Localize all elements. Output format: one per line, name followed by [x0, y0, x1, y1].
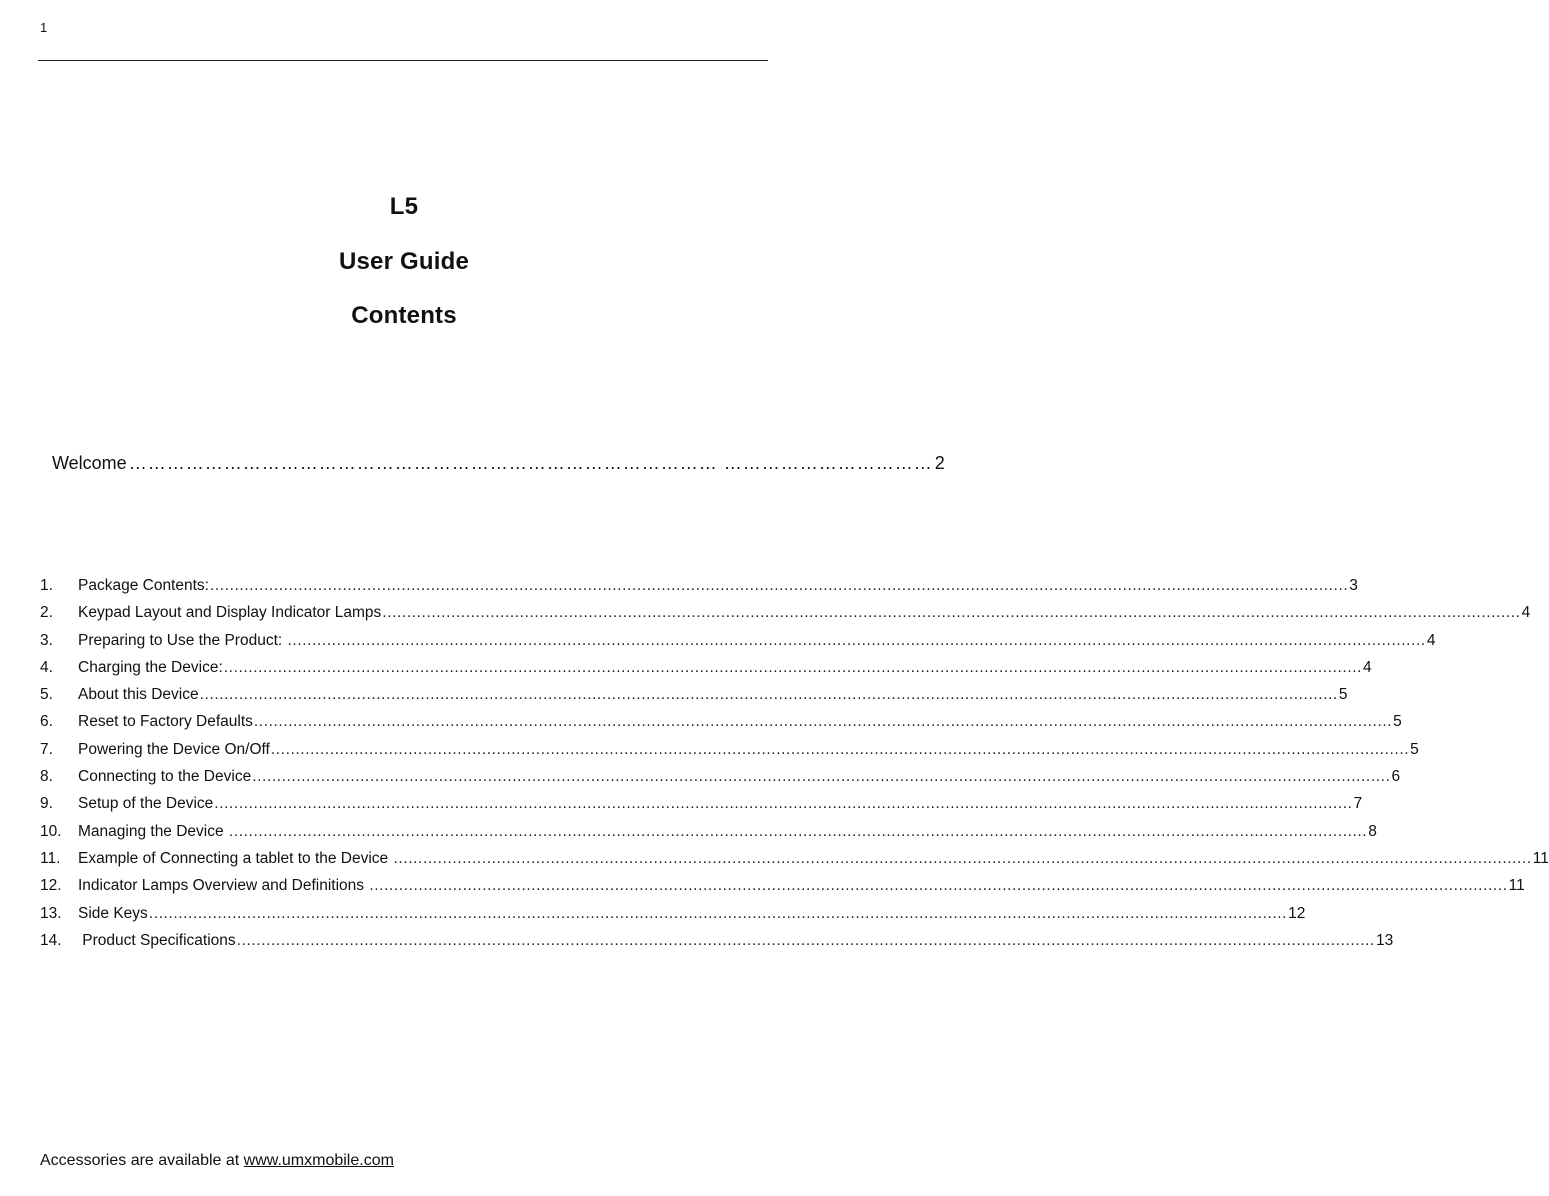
model-title: L5 — [389, 193, 419, 220]
toc-entry-leader — [237, 932, 1375, 950]
toc-entry-leader — [394, 850, 1532, 868]
toc-entry-number: 2. — [40, 604, 53, 622]
toc-entry-leader — [224, 659, 1362, 677]
toc-entry-leader — [200, 686, 1338, 704]
toc-entry[interactable] — [40, 904, 1306, 932]
toc-entry-title: Charging the Device: — [78, 658, 223, 676]
toc-entry-page: 5 — [1410, 740, 1419, 758]
toc-entry-title: Product Specifications — [78, 931, 236, 949]
toc-entry-number: 10. — [40, 822, 62, 840]
toc-entry-page: 7 — [1353, 795, 1363, 813]
guide-title: User Guide — [338, 248, 470, 275]
toc-entry-number: 8. — [40, 768, 53, 786]
toc-entry-number: 9. — [40, 795, 53, 813]
toc-entry[interactable] — [40, 577, 1358, 604]
toc-entry-page: 5 — [1393, 713, 1402, 731]
toc-entry-title: Indicator Lamps Overview and Definitions — [78, 877, 369, 895]
toc-entry[interactable] — [40, 713, 1402, 740]
toc-entry-page: 5 — [1338, 686, 1348, 704]
toc-entry-number: 5. — [40, 686, 53, 704]
toc-entry-leader — [149, 905, 1287, 923]
toc-entry[interactable] — [40, 686, 1348, 713]
table-of-contents — [40, 577, 1549, 959]
toc-entry-page: 11 — [1508, 877, 1525, 895]
toc-welcome-leader: ………………………………………………………………………………… …………………………… — [128, 453, 933, 473]
toc-entry-page: 6 — [1391, 768, 1401, 786]
toc-entry[interactable] — [40, 631, 1436, 659]
footer — [40, 1152, 394, 1170]
toc-entry-leader — [369, 877, 1507, 895]
toc-entry-page: 8 — [1368, 822, 1377, 840]
toc-entry-title: Example of Connecting a tablet to the Device — [78, 849, 393, 867]
toc-entry[interactable] — [40, 877, 1525, 904]
toc-entry-number: 13. — [40, 904, 62, 922]
toc-entry-number: 12. — [40, 877, 62, 895]
toc-entry[interactable] — [40, 768, 1401, 795]
toc-entry-number: 11. — [40, 849, 61, 867]
toc-entry-leader — [229, 823, 1367, 841]
toc-entry-leader — [254, 713, 1392, 731]
toc-entry[interactable] — [40, 931, 1394, 959]
toc-entry-title: Managing the Device — [78, 822, 228, 840]
toc-entry-leader — [382, 604, 1520, 622]
toc-entry[interactable] — [40, 604, 1531, 631]
toc-entry[interactable] — [40, 849, 1549, 877]
toc-entry-title: Reset to Factory Defaults — [78, 713, 253, 731]
toc-entry[interactable] — [40, 658, 1372, 686]
toc-welcome-label: Welcome — [52, 453, 127, 473]
toc-entry-page: 13 — [1375, 931, 1394, 949]
toc-entry-number: 14. — [40, 931, 62, 949]
page-number: 1 — [40, 20, 48, 35]
toc-entry[interactable] — [40, 740, 1419, 768]
toc-entry-page: 11 — [1532, 849, 1549, 867]
toc-entry-leader — [252, 768, 1390, 786]
toc-entry-title: Setup of the Device — [78, 795, 214, 813]
toc-entry-page: 4 — [1521, 604, 1531, 622]
toc-entry-leader — [271, 741, 1409, 759]
toc-entry-title: About this Device — [78, 686, 199, 704]
toc-welcome-page: 2 — [934, 453, 945, 473]
toc-entry[interactable] — [40, 795, 1363, 822]
toc-entry-page: 12 — [1288, 904, 1306, 922]
toc-entry-title: Package Contents: — [78, 577, 209, 594]
toc-welcome-entry[interactable] — [52, 453, 945, 474]
toc-entry-number: 7. — [40, 740, 53, 758]
toc-entry-number: 1. — [40, 577, 53, 594]
footer-text: Accessories are available at — [40, 1152, 244, 1169]
toc-entry-number: 6. — [40, 713, 53, 731]
toc-entry-number: 3. — [40, 631, 53, 649]
toc-entry[interactable] — [40, 822, 1377, 850]
toc-entry-page: 3 — [1349, 577, 1358, 594]
toc-entry-title: Connecting to the Device — [78, 768, 252, 786]
toc-entry-leader — [214, 795, 1352, 813]
toc-entry-title: Powering the Device On/Off — [78, 740, 270, 758]
toc-entry-leader — [210, 577, 1348, 595]
contents-heading: Contents — [351, 302, 457, 329]
toc-entry-title: Side Keys — [78, 904, 148, 922]
toc-entry-page: 4 — [1426, 631, 1436, 649]
toc-entry-title: Keypad Layout and Display Indicator Lamps — [78, 604, 382, 622]
toc-entry-title: Preparing to Use the Product: — [78, 631, 287, 649]
toc-entry-leader — [288, 632, 1426, 650]
toc-entry-number: 4. — [40, 658, 53, 676]
toc-entry-page: 4 — [1363, 658, 1372, 676]
footer-link[interactable]: www.umxmobile.com — [243, 1152, 394, 1169]
header-rule — [38, 60, 768, 61]
